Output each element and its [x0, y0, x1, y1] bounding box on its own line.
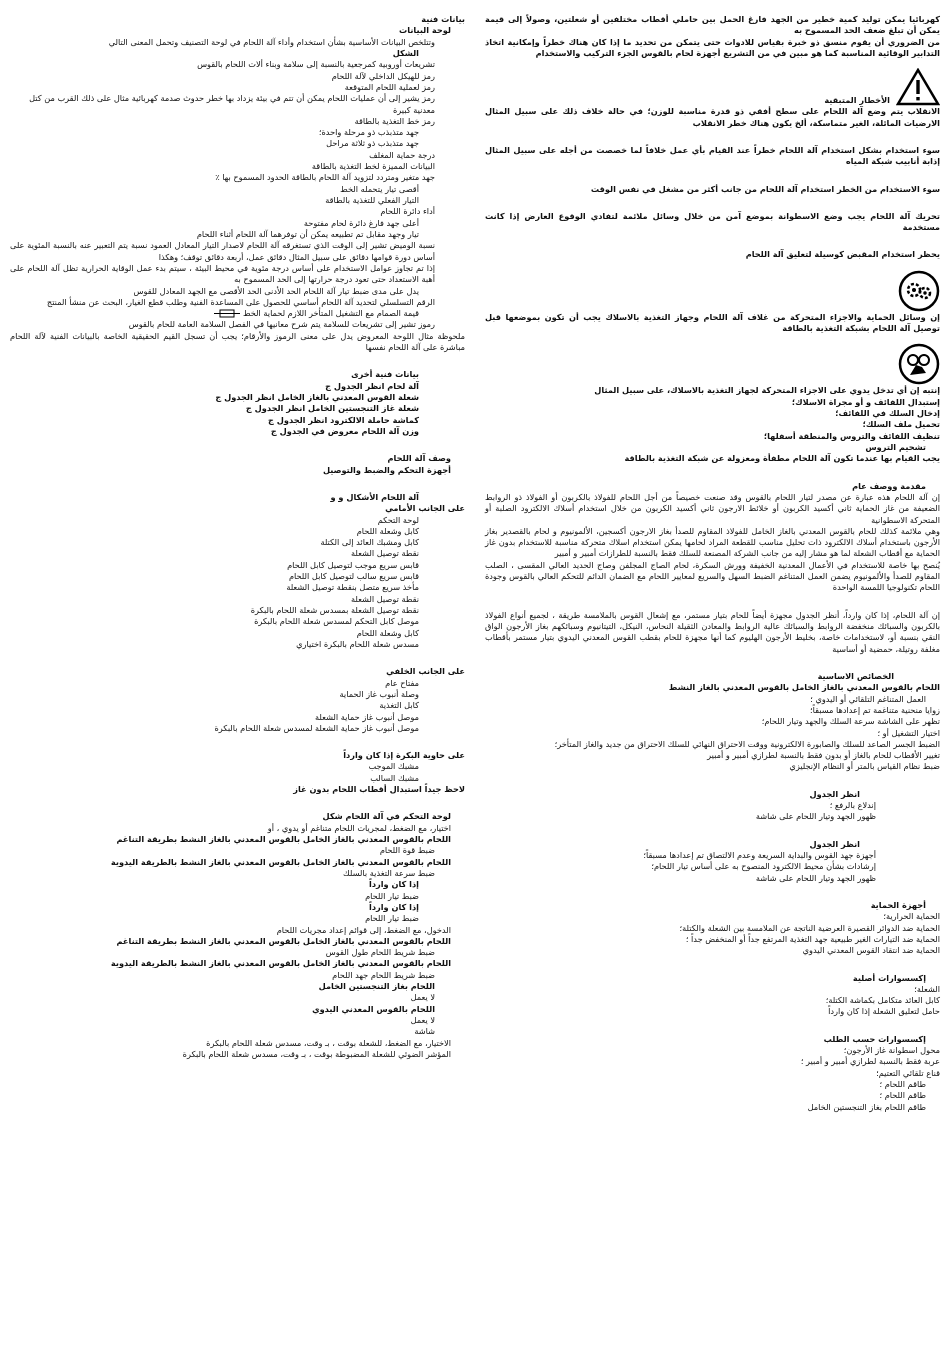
feature-5: الضبط الجسر الصاعد للسلك والصابورة الالكترونية ووقت الاحتراق النهائي للسلك الاحتراق من جديد والغاز المتأخر؛ [554, 738, 940, 749]
panel-entry-13: اللحام بالقوس المعدني بالغاز الخامل بالقوس المعدني بالغاز النشط بالطريقة اليدوية [110, 958, 451, 969]
other-tech-1: آلة لحام انظر الجدول ج [325, 380, 419, 391]
optional-accessory-3: قناع تلقائي التعتيم؛ [876, 1067, 940, 1078]
plate-note: ملحوظة مثال اللوحة المعروض يدل على معنى الرموز والأرقام؛ يجب أن تسجل القيم الحقيقية الخاصة بالبيانات الفنية لآلة اللحام مباشرة على آلة اللحام نفسها [10, 330, 465, 353]
front-item-9: نقطة توصيل الشعلة بمسدس شعلة اللحام بالبكرة [250, 605, 419, 615]
caution-conclusion: يجب القيام بها عندما تكون آلة اللحام مطفأة ومعزولة عن شبكة التغذية بالطاقة [624, 453, 940, 464]
accessory-2: كابل العائد متكامل بكماشة الكتلة؛ [825, 995, 940, 1006]
risk-misuse: سوء الاستخدام من الخطر استخدام آلة اللحام من جانب أكثر من مشغل في نفس الوقت [590, 183, 940, 194]
optional-accessory-5: طاقم اللحام ؛ [879, 1090, 926, 1101]
panel-entry-20: الاختيار، مع الضغط، للشعلة بوقت ، بـ وقت، مسدس شعلة اللحام بالبكرة [206, 1037, 451, 1048]
tech-title: بيانات فنية [421, 14, 465, 24]
general-paragraph-3: يُنصح بها خاصة للاستخدام في الأعمال المعدنية الخفيفة وورش السكرة، لحام الصاج المجلفن وصاج الحديد العالي المقسى ، الصلب المقاوم للصدأ والألمونيوم يضمن العمل المتناغم الضبط السهل والسريع لمعايير اللحام مع الضمان الدائم للتحكم العالي بالقوس وجودة اللحام تكنولوجيا اللمسة الواحدة [485, 559, 940, 593]
front-item-6: قابس سريع سالب لتوصيل كابل اللحام [288, 571, 419, 582]
feature-7: ضبط نظام القياس بالمتر أو النظام الإنجليزي [789, 761, 940, 772]
plate-item-16: نسبة الوميض تشير إلى الوقت الذي تستغرقه آلة اللحام لاصدار التيار المعادل العمود نسبة يتم التعبير عنه بالنسبة المئوية على أساس دورة قوامها دقائق على سبيل المثال دقائق عمل، أربعة دقائق توقف؛ وهكذا [10, 240, 435, 262]
plate-item-17: إذا تم تجاوز عوامل الاستخدام على أساس درجة مئوية في محيط البيئة ، سيتم بدء عمل الوقاية الحرارية تظل آلة اللحام على أهبة الاستعداد حتى تعود درجة حرارتها إلى الحد المسموح به [10, 262, 435, 285]
front-item-5: قابس سريع موجب لتوصيل كابل اللحام [287, 559, 419, 570]
panel-entry-14: ضبط شريط اللحام جهد اللحام [332, 969, 435, 980]
panel-entry-21: المؤشر الضوئي للشعلة المضبوطة بوقت ، بـ وقت، مسدس شعلة اللحام بالبكرة [182, 1048, 451, 1059]
front-item-1: لوحة التحكم [377, 514, 419, 525]
other-tech-2: شعلة القوس المعدني بالغاز الخامل انظر الجدول ج [215, 392, 419, 402]
feature-1: العمل المتناغم التلقائي أو اليدوي ؛ [810, 693, 926, 704]
plate-item-9: البيانات المميزة لخط التغذية بالطاقة [311, 161, 435, 172]
figure-title: الشكل [392, 47, 419, 58]
features-subtitle: اللحام بالقوس المعدني بالغاز الخامل بالقوس المعدني بالغاز النشط [668, 682, 940, 693]
rotating-gears-icon [898, 270, 940, 312]
caution-item-4: تنظيف اللفائف والتروس والمنطقة أسفلها؛ [763, 430, 940, 441]
feature-6: تغيير الأقطاب للحام بالغاز أو بدون فقط بالنسبة لطرازي أمبير و أمبير [707, 750, 940, 761]
risk-moving: تحريك آلة اللحام يجب وضع الاسطوانة بموضع آمن من خلال وسائل ملائمة لتفادي الوقوع العارض إذا كانت مستخدمة [485, 210, 940, 233]
risk-overturning: الانقلاب يتم وضع آلة اللحام على سطح أفقي ذو قدرة مناسبة للوزن؛ في حالة خلاف ذلك على سبيل المثال الارضيات المائلة، الغير متماسكة، ألخ يكون هناك خطر الانقلاب [485, 106, 940, 128]
optional-accessory-1: محول اسطوانة غاز الأرجون؛ [843, 1045, 940, 1056]
feature-4: اختيار التشغيل أو ؛ [877, 727, 940, 738]
panel-entry-10: الدخول، مع الضغط، إلى قوائم إعداد مجريات اللحام [276, 924, 451, 935]
panel-entry-5: ضبط سرعة التغذية بالسلك [343, 867, 435, 878]
protection-item-4: الحماية ضد انتقاد القوس المعدني اليدوي [802, 945, 940, 956]
left-column [10, 14, 465, 1060]
fuse-value-text: قيمة الصمام مع التشغيل المتأخر اللازم لحماية الخط [242, 308, 419, 319]
reel-item-1: مشبك الموجب [368, 761, 419, 772]
optional-accessory-2: عربة فقط بالنسبة لطرازي أمبير و أمبير ؛ [800, 1056, 940, 1067]
risk-improper-use: سوء استخدام بشكل استخدام آلة اللحام خطراً عند القيام بأي عمل خلافاً لما خصصت من أجله على سبيل المثال إذابة أنابيب شبكة المياه [485, 144, 940, 167]
panel-entry-8: إذا كان وارداً [369, 901, 419, 912]
panel-entry-16: لا يعمل [410, 992, 435, 1003]
front-item-3: كابل ومشبك العائد إلى الكتلة [320, 537, 419, 548]
panel-entry-9: ضبط تيار اللحام [365, 913, 419, 924]
shapes-line: آلة اللحام الأشكال و و [330, 491, 419, 502]
features-title: الخصائص الاساسية [817, 670, 894, 681]
plate-item-4: رمز يشير إلى أن عمليات اللحام يمكن أن تتم في بيئة يزداد بها خطر حدوث صدمة كهربائية مثال على ذلك القرب من كتل معدنية كبيرة [29, 93, 435, 115]
plate-item-11: أقصى تيار يتحمله الخط [340, 183, 419, 194]
panel-entry-18: لا يعمل [410, 1015, 435, 1025]
feature-3: تظهر على الشاشة سرعة السلك والجهد وتيار اللحام؛ [761, 716, 940, 727]
plate-item-2: رمز للهيكل الداخلي لآلة اللحام [331, 70, 435, 81]
optional-accessory-4: طاقم اللحام ؛ [879, 1079, 926, 1089]
caution-item-1: إستبدال اللفائف و أو مجراة الاسلاك؛ [791, 396, 940, 407]
panel-entry-15: اللحام بغاز التنجستين الخامل [318, 981, 435, 992]
plate-item-19: الرقم التسلسلي لتحديد آلة اللحام أساسي للحصول على المساعدة الفنية وطلب قطع الغيار، البحث عن منشأ المنتج [46, 296, 435, 307]
caution-item-2: إدخال السلك في اللفائف؛ [835, 408, 940, 418]
table2-item-2: إرشادات بشأن محيط الالكترود المنصوح به على أساس تيار اللحام؛ [651, 861, 876, 872]
protection-title: أجهزة الحماية [870, 899, 926, 910]
panel-entry-19: شاشة [414, 1026, 435, 1037]
panel-entry-1: اختيار، مع الضغط، لمجريات اللحام متناغم أو يدوي ، أو [267, 822, 451, 833]
caution-intro: إنتبه إن أي تدخل يدوي على الاجزاء المتحركة لجهاز التغذية بالاسلاك، على سبيل المثال [594, 385, 940, 396]
plate-item-13: أداء دائرة اللحام [380, 206, 435, 217]
caution-item-5: تشحيم التروس [865, 441, 926, 452]
description-subtitle: أجهزة التحكم والضبط والتوصيل [322, 464, 451, 475]
plate-item-15: تيار وجهد مقابل تم تطبيعه يمكن أن توفرهما آلة اللحام أثناء اللحام [196, 228, 419, 239]
plate-item-8: درجة حماية المغلف [369, 149, 435, 160]
front-item-12: مسدس شعلة اللحام بالبكرة اختياري [296, 638, 419, 649]
residual-risks-title: الأخطار المتبقية [824, 94, 890, 105]
warning-triangle-icon [896, 68, 940, 106]
front-title: على الجانب الأمامي [385, 503, 465, 514]
reel-title: على حاوية البكرة إذا كان وارداً [343, 750, 465, 761]
other-tech-5: وزن آلة اللحام معروض في الجدول ج [270, 425, 419, 436]
back-item-1: مفتاح عام [385, 677, 419, 688]
hand-crush-icon [898, 343, 940, 385]
panel-title: لوحة التحكم في آلة اللحام شكل [322, 811, 451, 822]
table1-title: انظر الجدول [809, 788, 860, 799]
accessories-title: إكسسوارات أصلية [852, 972, 926, 983]
optional-accessories-title: إكسسوارات حسب الطلب [823, 1033, 926, 1044]
panel-entry-2: اللحام بالقوس المعدني بالغاز الخامل بالقوس المعدني بالغاز النشط بطريقة التناغم [116, 834, 451, 844]
front-item-7: مأخذ سريع متصل بنقطة توصيل الشعلة [286, 582, 419, 593]
guards-warning: إن وسائل الحماية والاجزاء المتحركة من غلاف آلة اللحام وجهاز التغذية بالاسلاك يجب أن تكون بموضعها قبل توصيل آلة اللحام بشبكة التغذية بالطاقة [485, 311, 940, 334]
general-paragraph-2: وهي ملائمة كذلك للحام بالقوس المعدني بالغاز الخامل للفولاذ المقاوم للصدأ بغاز الارجون أكسجين، الألمونيوم و لحام بالقصدير بغاز الأرجون باستخدام أسلاك الالكترود ذات تحليل مناسب للقطعة المراد لحامها يمكن استخدام اسلاك متحركة مناسبة للاستخدام بدون غاز الحماية مع أقطاب الشعلة لما هو مشار إليه من جانب الشركة المصنعة للسلك فقط بالنسبة للطرازات أمبير و أمبير [485, 525, 940, 559]
accessory-3: حامل لتعليق الشعلة إذا كان وارداً [828, 1006, 940, 1017]
plate-item-18: يدل على مدى ضبط تيار آلة اللحام الحد الأدنى الحد الأقصى مع الجهد المعادل للقوس [133, 285, 419, 296]
plate-item-5: رمز خط التغذية بالطاقة [354, 115, 435, 126]
front-item-4: نقطة توصيل الشعلة [351, 548, 419, 559]
plate-item-20 [10, 308, 465, 319]
general-paragraph-1: إن آلة اللحام هذه عبارة عن مصدر لتيار اللحام بالقوس وقد صنعت خصيصاً من أجل اللحام للفولاذ بالكربون أو الفولاذ ذو الروابط الضعيفة من غاز الحماية ثاني أكسيد الكربون أو خلائط الارجون ثاني أكسيد الكربون من خلال استخدام أسلاك الالكترود الصلبة أو المتحركة الاسطوانية [485, 491, 940, 525]
protection-item-3: الحماية ضد التيارات الغير طبيعية جهد التغذية المرتفع جداً أو المنخفض جداً ؛ [685, 933, 940, 944]
accessory-1: الشعلة؛ [914, 983, 940, 994]
panel-entry-17: اللحام بالقوس المعدني اليدوي [312, 1003, 435, 1014]
front-item-11: كابل وشعلة اللحام [356, 627, 419, 638]
panel-entry-11: اللحام بالقوس المعدني بالغاز الخامل بالقوس المعدني بالغاز النشط بطريقة التناغم [116, 935, 451, 946]
protection-item-2: الحماية ضد الدوائر القصيرة العرضية الناتجة عن الملامسة بين الشعلة والكتلة؛ [679, 922, 940, 933]
intro-paragraph-1: كهربائيا يمكن توليد كمية خطير من الجهد فارغ الحمل بين حاملي أقطاب مختلفين أو شعلتين، وصولاً إلى قيمة يمكن أن تبلغ ضعف الحد المسموح به [485, 14, 940, 36]
panel-entry-4: اللحام بالقوس المعدني بالغاز الخامل بالقوس المعدني بالغاز النشط بالطريقة اليدوية [110, 856, 451, 867]
table1-item-2: ظهور الجهد وتيار اللحام على شاشة [755, 811, 876, 822]
back-title: على الجانب الخلفي [386, 666, 465, 677]
caution-item-3: تحميل ملف السلك؛ [862, 419, 940, 430]
table2-item-3: ظهور الجهد وتيار اللحام على شاشة [755, 872, 876, 883]
plate-title: لوحة البيانات [399, 25, 451, 36]
intro-paragraph-2: من الضروري أن يقوم منسق ذو خبرة بقياس للادوات حتى يتمكن من تحديد ما إذا كان هناك خطراً وإمكانية اتخاذ التدابير الوقائية المناسبة كما هو مبين في من التشريع أجهزة لحام بالقوس الجزء التركيب والاستخدام [485, 36, 940, 58]
back-item-5: موصل أنبوب غاز حماية الشعلة لمسدس شعلة اللحام بالبكرة [214, 722, 419, 733]
panel-entry-7: ضبط تيار اللحام [365, 890, 419, 901]
plate-item-14: أعلى جهد فارغ دائرة لحام مفتوحة [303, 217, 419, 228]
table2-title: انظر الجدول [809, 838, 860, 849]
back-item-2: وصلة أنبوب غاز الحماية [339, 688, 419, 699]
table2-item-1: أجهزة جهد القوس والبداية السريعة وعدم الالتصاق تم إعدادها مسبقاً؛ [643, 850, 876, 860]
plate-item-7: جهد متذبذب ذو ثلاثة مراحل [326, 138, 419, 149]
plate-item-12: التيار الفعلي للتغذية بالطاقة [325, 195, 419, 205]
other-tech-3: شعلة غاز التنجستين الخامل انظر الجدول ج [245, 403, 419, 414]
feature-2: زوايا منحنية متناغمة تم إعدادها مسبقاً؛ [810, 704, 940, 715]
description-title: وصف آلة اللحام [387, 453, 451, 464]
reel-note: لاحظ جيداً استبدال أقطاب اللحام بدون غاز [293, 784, 465, 795]
front-item-8: نقطة توصيل الشعلة [351, 593, 419, 604]
table1-item-1: إندلاع بالرفع ؛ [829, 800, 876, 811]
residual-risks-header [485, 68, 940, 106]
panel-entry-12: ضبط شريط اللحام طول القوس [325, 947, 435, 958]
panel-entry-6: إذا كان وارداً [369, 879, 419, 890]
front-item-10: موصل كابل التحكم لمسدس شعلة اللحام بالبكرة [254, 616, 419, 627]
protection-item-1: الحماية الحرارية؛ [883, 911, 940, 922]
other-tech-4: كماشة حاملة الالكترود انظر الجدول ج [268, 414, 419, 425]
plate-item-1: تشريعات أوروبية كمرجعية بالنسبة إلى سلامة وبناء ألات اللحام بالقوس [197, 59, 435, 70]
right-column [485, 14, 940, 1113]
fuse-symbol-icon [214, 309, 240, 318]
panel-entry-3: ضبط قوة اللحام [379, 845, 435, 856]
other-tech-title: بيانات فنية أخرى [351, 369, 419, 380]
back-item-3: كابل التغذية [379, 700, 419, 711]
plate-item-3: رمز لعملية اللحام المتوقعة [344, 81, 435, 92]
risk-handle: يحظر استخدام المقبض كوسيلة لتعليق آلة اللحام [745, 249, 940, 260]
plate-intro: وتتلخص البيانات الأساسية بشأن استخدام وأداء آلة اللحام في لوحة التصنيف وتحمل المعنى التالي [108, 36, 435, 47]
back-item-4: موصل أنبوب غاز حماية الشعلة [315, 711, 419, 722]
plate-item-6: جهد متذبذب ذو مرحلة واحدة؛ [318, 127, 419, 138]
general-title: مقدمة ووصف عام [852, 480, 926, 491]
optional-accessory-6: طاقم اللحام بغاز التنجستين الخامل [807, 1101, 926, 1112]
plate-item-10: جهد متغير ومتردد لتزويد آلة اللحام بالطاقة الحدود المسموح بها ٪ [215, 172, 435, 183]
control-panel-list [10, 823, 465, 1061]
front-item-2: كابل وشعلة اللحام [356, 525, 419, 536]
plate-item-21: رموز تشير إلى تشريعات للسلامة يتم شرح معانيها في الفصل السلامة العامة للحام بالقوس [128, 319, 435, 330]
general-paragraph-4: إن آلة اللحام، إذا كان وارداً، أنظر الجدول مجهزة أيضاً للحام بتيار مستمر، مع إشعال القوس بالملامسة طريقة ، لجميع أنواع الفولاذ بالكربون والسبائك منخفضة الروابط والسبائك عالية الروابط والمعادن الثقيلة النحاس، النيكل، التيتانيوم وسبائكهم بغاز الأرجون الواق النقي بنسبة أو، لاستخدامات خاصة، بخليط الأرجون الهليوم كما أنها مجهزة للحام بقطب القوس المعدني اليدوي بتيار مستمر بأقطاب مغلفة روتيلة، حمضية أو أساسية [485, 609, 940, 654]
reel-item-2: مشبك السالب [370, 772, 419, 783]
